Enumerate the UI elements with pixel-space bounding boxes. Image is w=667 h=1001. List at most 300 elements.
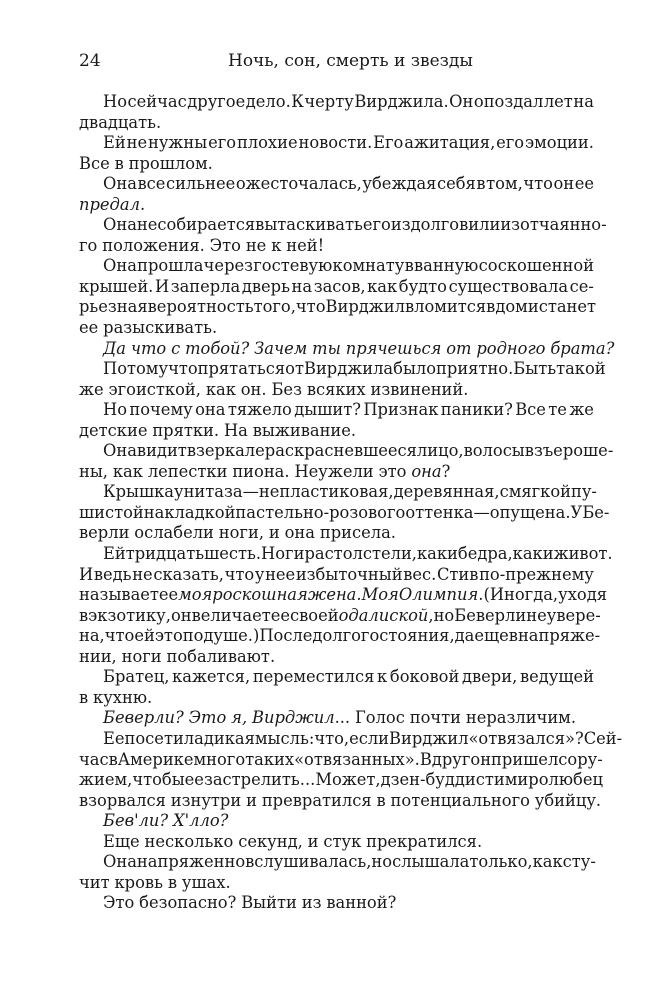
word — [410, 708, 461, 729]
word — [291, 92, 304, 113]
text-fragment: слышала — [392, 852, 470, 872]
word — [391, 215, 411, 236]
word — [304, 92, 353, 113]
text-fragment: оттенка — [405, 502, 474, 522]
text-fragment: вес. — [403, 564, 437, 584]
text-line — [79, 236, 594, 257]
text-line — [79, 215, 607, 236]
italic-fragment: одалиской — [338, 605, 429, 625]
text-fragment: пу- — [571, 482, 597, 502]
text-fragment: Вирджил — [389, 728, 469, 748]
text-fragment: дышит? — [294, 400, 361, 420]
body-text — [79, 92, 623, 914]
text-fragment: се- — [569, 276, 594, 296]
text-line — [79, 277, 594, 298]
text-fragment: разыскивать. — [103, 318, 218, 338]
text-fragment: убийцу. — [534, 790, 602, 810]
word — [575, 174, 594, 195]
text-fragment: (Иногда, — [483, 585, 559, 605]
word — [255, 729, 314, 750]
text-fragment: как — [367, 276, 398, 296]
word — [262, 791, 372, 812]
word — [198, 359, 286, 380]
text-fragment: Быть — [513, 359, 557, 379]
text-fragment: вломится — [404, 297, 487, 317]
word — [225, 565, 255, 586]
word — [171, 606, 192, 627]
word — [486, 174, 523, 195]
text-line — [79, 708, 594, 729]
text-line — [79, 893, 594, 914]
text-fragment: нужны — [148, 133, 208, 153]
word — [437, 565, 478, 586]
text-fragment: кровь — [114, 872, 163, 892]
text-fragment: Без — [271, 379, 302, 399]
word — [466, 708, 576, 729]
text-fragment: своей — [290, 605, 339, 625]
text-fragment: переместился — [252, 667, 375, 687]
word — [132, 565, 153, 586]
word — [79, 421, 147, 442]
text-fragment: же — [79, 379, 104, 399]
text-line — [79, 133, 594, 154]
word — [103, 729, 125, 750]
text-fragment: го — [79, 235, 98, 255]
text-fragment: он — [470, 749, 492, 769]
word — [238, 832, 303, 853]
word — [79, 770, 132, 791]
word — [509, 482, 571, 503]
text-fragment: Она — [103, 852, 137, 872]
text-fragment: ванную — [414, 256, 479, 276]
word — [308, 832, 319, 853]
text-fragment: У — [570, 502, 583, 522]
word — [584, 729, 622, 750]
text-line — [79, 667, 594, 688]
word — [103, 832, 140, 853]
word — [469, 852, 532, 873]
text-fragment: она — [195, 400, 226, 420]
text-fragment: ей — [134, 626, 155, 646]
text-fragment: и — [447, 544, 458, 564]
text-fragment: со — [478, 256, 498, 276]
word — [132, 770, 184, 791]
word — [441, 400, 513, 421]
text-fragment: все — [137, 174, 166, 194]
italic-fragment: что — [130, 338, 167, 358]
word — [314, 729, 349, 750]
word — [115, 154, 124, 175]
text-fragment: не — [126, 133, 148, 153]
word — [103, 215, 137, 236]
word — [449, 92, 473, 113]
word — [103, 441, 137, 462]
text-fragment: те — [548, 400, 567, 420]
word — [79, 873, 110, 894]
text-fragment: Стив — [436, 564, 479, 584]
text-fragment: с — [558, 749, 568, 769]
text-fragment: том, — [486, 174, 523, 194]
text-line — [79, 544, 613, 565]
text-fragment: такой — [556, 359, 606, 379]
word — [571, 482, 597, 503]
text-fragment: почти — [409, 708, 461, 728]
italic-fragment: предал — [79, 194, 140, 214]
word — [304, 359, 393, 380]
word — [279, 482, 393, 503]
word — [168, 873, 177, 894]
word — [320, 523, 396, 544]
text-fragment: Все — [515, 400, 546, 420]
text-fragment: Она — [103, 174, 137, 194]
text-fragment: Сей- — [583, 728, 623, 748]
text-fragment: мысль: — [254, 728, 315, 748]
text-fragment: Еще — [103, 831, 140, 851]
word — [224, 421, 248, 442]
word — [474, 503, 490, 524]
word — [285, 523, 315, 544]
italic-fragment: роскошная — [212, 585, 308, 605]
word — [314, 277, 366, 298]
word — [79, 585, 159, 606]
word — [403, 565, 436, 586]
text-line — [79, 502, 610, 524]
text-fragment: что — [224, 564, 255, 584]
word — [255, 215, 363, 236]
text-fragment: потенциального — [390, 790, 530, 810]
word — [312, 626, 379, 647]
text-fragment: Ноги — [261, 544, 305, 564]
italic-fragment: Беверли? — [103, 708, 184, 728]
text-fragment: «отвязанных». — [294, 749, 420, 769]
word — [417, 441, 464, 462]
text-line — [79, 338, 615, 360]
text-fragment: Может, — [315, 770, 381, 790]
italic-fragment: Это — [188, 708, 227, 728]
text-fragment: Ей — [103, 544, 126, 564]
word — [243, 482, 259, 503]
word — [172, 667, 250, 688]
text-fragment: Крышка — [103, 482, 174, 502]
word — [363, 400, 438, 421]
word — [265, 565, 295, 586]
text-fragment: к — [377, 667, 388, 687]
text-line — [79, 585, 607, 606]
text-fragment: пластиковая, — [279, 482, 394, 502]
word — [196, 441, 265, 462]
word — [377, 791, 386, 812]
italic-fragment: Х'лло? — [173, 811, 229, 831]
text-fragment: опоздал — [473, 92, 544, 111]
text-fragment: от — [285, 359, 304, 379]
text-fragment: прошлом. — [128, 153, 213, 173]
word — [203, 626, 259, 647]
word — [533, 852, 563, 873]
text-fragment: ведь — [93, 564, 132, 584]
word — [237, 133, 298, 154]
text-fragment: жием, — [79, 770, 133, 790]
word — [558, 585, 607, 606]
text-fragment: но — [433, 605, 455, 625]
word — [245, 852, 371, 873]
word — [326, 297, 405, 318]
word — [253, 667, 375, 688]
text-fragment: на — [291, 276, 313, 296]
word — [103, 318, 217, 339]
word — [252, 708, 350, 729]
word — [391, 791, 530, 812]
text-fragment: таких — [245, 749, 295, 769]
text-fragment: в — [114, 153, 124, 173]
word — [474, 626, 508, 647]
word — [103, 852, 137, 873]
text-fragment: взорвался — [79, 790, 166, 810]
word — [79, 195, 145, 216]
text-fragment: верли — [79, 523, 130, 543]
text-fragment: ее — [79, 318, 99, 338]
italic-fragment: с — [171, 338, 181, 358]
word — [166, 174, 235, 195]
text-fragment: в — [79, 605, 89, 625]
text-fragment: нее — [265, 564, 296, 584]
text-fragment: еще — [474, 626, 509, 646]
word — [204, 770, 315, 791]
text-line — [79, 92, 594, 113]
text-fragment: ноги — [121, 646, 162, 666]
text-line — [79, 359, 606, 380]
word — [354, 92, 448, 113]
text-fragment: к — [271, 235, 282, 255]
text-line — [79, 174, 594, 195]
word — [563, 852, 596, 873]
word — [212, 585, 308, 606]
word — [455, 626, 475, 647]
italic-fragment: прячешься — [345, 338, 442, 358]
word — [137, 215, 158, 236]
word — [462, 667, 517, 688]
text-fragment: того, — [253, 297, 296, 317]
word — [261, 544, 304, 565]
text-fragment: ослабели — [134, 523, 214, 543]
word — [411, 215, 469, 236]
text-fragment: дзен-буддист — [380, 770, 494, 790]
word — [208, 133, 236, 154]
text-fragment: Но — [103, 400, 128, 420]
word — [312, 339, 341, 360]
word — [509, 626, 518, 647]
text-fragment: Вирджил — [325, 297, 405, 317]
word — [145, 832, 234, 853]
word — [171, 339, 180, 360]
word — [515, 400, 546, 421]
word — [79, 565, 93, 586]
text-fragment: неразличим. — [465, 708, 577, 728]
text-fragment: дикая — [203, 728, 255, 748]
word — [79, 626, 105, 647]
text-fragment: Голос — [354, 708, 405, 728]
word — [79, 791, 166, 812]
word — [148, 133, 207, 154]
word — [404, 133, 495, 154]
word — [103, 339, 126, 360]
word — [468, 215, 500, 236]
word — [570, 277, 594, 298]
text-fragment: Вдруг — [419, 749, 471, 769]
word — [468, 729, 583, 750]
text-fragment: не — [258, 482, 280, 502]
word — [94, 565, 132, 586]
text-fragment: Ей — [103, 133, 126, 153]
text-line — [79, 154, 594, 175]
text-fragment: крышей. — [79, 276, 154, 296]
text-fragment: не — [136, 215, 158, 235]
word — [129, 400, 192, 421]
word — [187, 92, 245, 113]
text-fragment: или — [468, 215, 501, 235]
text-fragment: напряже- — [517, 626, 601, 646]
text-fragment: у — [254, 564, 265, 584]
text-fragment: посетила — [124, 728, 204, 748]
word — [420, 750, 471, 771]
text-fragment: присела. — [319, 523, 396, 543]
word — [294, 750, 420, 771]
word — [255, 565, 265, 586]
word — [470, 750, 491, 771]
text-fragment: боковой — [389, 667, 460, 687]
text-fragment: в — [404, 256, 414, 276]
text-fragment: мягкой — [508, 482, 571, 502]
word — [88, 606, 171, 627]
word — [389, 729, 468, 750]
text-fragment: приятно. — [436, 359, 514, 379]
italic-fragment: Олимпия — [398, 585, 479, 605]
text-fragment: Он — [449, 92, 474, 111]
text-fragment: он — [553, 174, 575, 194]
word — [187, 441, 196, 462]
running-head: Ночь, сон, смерть и звезды — [228, 51, 473, 71]
word — [122, 647, 162, 668]
word — [377, 667, 387, 688]
word — [498, 256, 594, 277]
text-fragment: пришел — [491, 749, 559, 769]
text-fragment: в — [167, 872, 177, 892]
word — [399, 585, 484, 606]
text-line — [79, 749, 603, 771]
text-fragment: величает — [191, 605, 271, 625]
word — [405, 256, 414, 277]
text-fragment: на, — [79, 626, 105, 646]
text-fragment: это — [378, 461, 407, 481]
text-fragment: опущена. — [489, 502, 571, 522]
word — [411, 462, 450, 483]
word — [547, 606, 601, 627]
word — [571, 503, 583, 524]
italic-fragment: Да — [103, 338, 126, 358]
word — [231, 708, 247, 729]
text-fragment: что — [295, 297, 326, 317]
text-fragment: зеркале — [195, 441, 265, 461]
text-fragment: и — [527, 297, 539, 317]
word — [152, 421, 219, 442]
word — [79, 297, 148, 318]
word — [496, 133, 524, 154]
word — [271, 236, 281, 257]
word — [79, 503, 144, 524]
text-fragment: чит — [79, 872, 110, 892]
text-fragment: пиона. — [232, 461, 290, 481]
word — [157, 215, 255, 236]
text-fragment: ушах. — [181, 872, 231, 892]
text-fragment: же — [569, 400, 594, 420]
text-fragment: «отвязался»? — [468, 728, 584, 748]
text-fragment: эмоции. — [524, 133, 594, 153]
word — [307, 380, 366, 401]
word — [518, 626, 600, 647]
word — [103, 133, 126, 154]
word — [436, 359, 513, 380]
word — [159, 585, 178, 606]
text-fragment: по — [182, 626, 204, 646]
word — [93, 688, 152, 709]
text-fragment: раскрасневшееся — [264, 441, 417, 461]
text-fragment: он — [170, 605, 192, 625]
text-line — [79, 832, 594, 853]
text-fragment: побаливают. — [166, 646, 276, 666]
word — [228, 400, 292, 421]
word — [103, 400, 127, 421]
word — [210, 236, 241, 257]
word — [182, 873, 231, 894]
text-fragment: что — [104, 626, 135, 646]
word — [464, 441, 525, 462]
word — [333, 256, 405, 277]
word — [109, 380, 201, 401]
text-fragment: напряженно — [136, 852, 246, 872]
word — [381, 770, 494, 791]
word — [103, 544, 126, 565]
text-fragment: волосы — [463, 441, 525, 461]
word — [394, 482, 500, 503]
text-fragment: унитаза — [174, 482, 243, 502]
text-fragment: было — [393, 359, 437, 379]
word — [103, 359, 168, 380]
text-fragment: себя — [436, 174, 476, 194]
text-fragment: комнату — [332, 256, 405, 276]
word — [474, 92, 543, 113]
word — [573, 92, 594, 113]
word — [323, 832, 361, 853]
word — [528, 297, 539, 318]
word — [476, 174, 485, 195]
word — [79, 462, 108, 483]
text-fragment: она — [284, 523, 315, 543]
text-fragment: положения. — [102, 235, 205, 255]
text-fragment: не — [526, 605, 547, 625]
word — [206, 380, 236, 401]
text-fragment: выживание. — [252, 420, 357, 440]
word — [79, 380, 104, 401]
word — [254, 297, 296, 318]
text-fragment: черту — [304, 92, 354, 111]
word — [254, 339, 307, 360]
word — [189, 708, 227, 729]
text-fragment: кухню. — [93, 687, 153, 707]
text-fragment: После — [259, 626, 313, 646]
text-fragment: секунд, — [238, 831, 303, 851]
word — [349, 729, 389, 750]
word — [500, 215, 520, 236]
text-line — [79, 811, 594, 832]
